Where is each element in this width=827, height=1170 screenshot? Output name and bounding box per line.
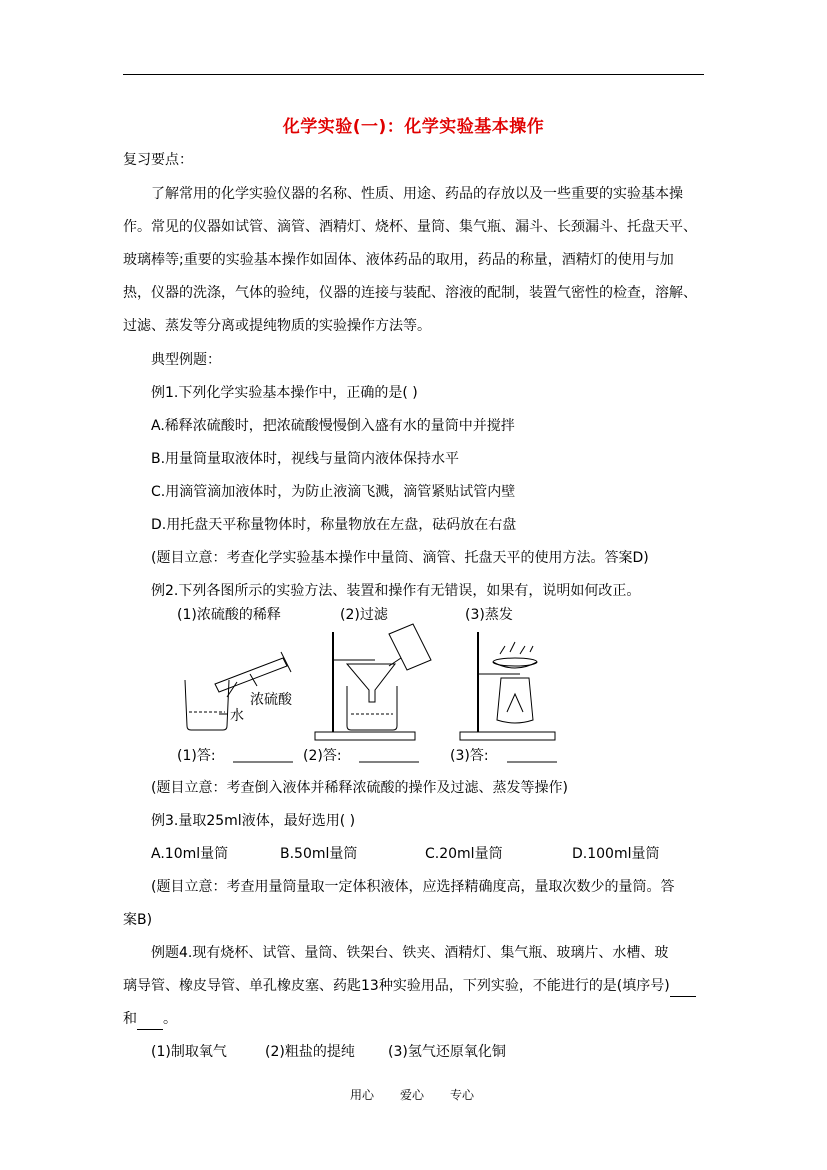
callout-water: 水 (230, 708, 244, 724)
fig-label-2: (2)过滤 (340, 607, 388, 623)
pouring-beaker-icon (389, 624, 431, 670)
footer-text-3: 专心 (450, 1088, 475, 1102)
ex4-blank-2 (137, 1009, 163, 1030)
header-rule (123, 74, 704, 75)
ex3-option-d: D.100ml量筒 (572, 846, 660, 862)
fig-answer-3: (3)答: (450, 748, 489, 764)
ex1-note: (题目立意：考查化学实验基本操作中量筒、滴管、托盘天平的使用方法。答案D) (151, 550, 649, 566)
beaker-icon (185, 680, 229, 730)
review-line-1: 了解常用的化学实验仪器的名称、性质、用途、药品的存放以及一些重要的实验基本操 (151, 186, 683, 202)
evaporation-diagram (460, 632, 555, 740)
ex4-and: 和 (123, 1011, 137, 1027)
ex4-blank-1 (670, 976, 696, 997)
ex2-note: (题目立意：考查倒入液体并稀释浓硫酸的操作及过滤、蒸发等操作) (151, 780, 568, 796)
ex3-note-1: (题目立意：考查用量筒量取一定体积液体，应选择精确度高，量取次数少的量筒。答 (151, 879, 675, 895)
page-title: 化学实验(一)：化学实验基本操作 (282, 117, 545, 137)
examples-heading: 典型例题： (151, 352, 221, 368)
fig-label-1: (1)浓硫酸的稀释 (177, 607, 281, 623)
footer-text-1: 用心 (350, 1088, 375, 1102)
footer-text-2: 爱心 (400, 1088, 425, 1102)
funnel-icon (347, 664, 395, 702)
filtration-diagram (315, 624, 431, 740)
fig-answer-2: (2)答: (303, 748, 342, 764)
ex3-option-a: A.10ml量筒 (151, 846, 229, 862)
ex4-item-2: (2)粗盐的提纯 (265, 1044, 355, 1060)
ex3-option-c: C.20ml量筒 (425, 846, 503, 862)
ex1-option-c: C.用滴管滴加液体时，为防止液滴飞溅，滴管紧贴试管内壁 (151, 484, 516, 500)
review-line-2: 作。常见的仪器如试管、滴管、酒精灯、烧杯、量筒、集气瓶、漏斗、长颈漏斗、托盘天平、 (123, 219, 697, 235)
review-line-3: 玻璃棒等;重要的实验基本操作如固体、液体药品的取用，药品的称量，酒精灯的使用与加 (123, 252, 674, 268)
callout-acid: 浓硫酸 (250, 692, 292, 708)
ex2-question: 例2.下列各图所示的实验方法、装置和操作有无错误，如果有，说明如何改正。 (151, 583, 641, 599)
review-heading: 复习要点： (123, 152, 193, 168)
ex4-item-1: (1)制取氧气 (151, 1044, 227, 1060)
ex4-line-2: 璃导管、橡皮导管、单孔橡皮塞、药匙13种实验用品，下列实验，不能进行的是(填序号) (123, 978, 670, 994)
burner-icon (497, 678, 533, 723)
fig-label-3: (3)蒸发 (465, 607, 513, 623)
ex1-option-a: A.稀释浓硫酸时，把浓硫酸慢慢倒入盛有水的量筒中并搅拌 (151, 418, 515, 434)
ex4-line-3-wrap (123, 1009, 177, 1030)
stand-base-icon (460, 732, 555, 740)
flame-icon (507, 694, 523, 712)
beaker-icon (347, 686, 397, 730)
vapor-icon (500, 642, 533, 654)
ex1-option-b: B.用量筒量取液体时，视线与量筒内液体保持水平 (151, 451, 460, 467)
ex4-item-3: (3)氢气还原氧化铜 (388, 1044, 506, 1060)
fig-answer-1: (1)答: (177, 748, 216, 764)
review-line-5: 过滤、蒸发等分离或提纯物质的实验操作方法等。 (123, 318, 431, 334)
ex3-note-2: 案B) (123, 912, 153, 928)
ex4-line-1: 例题4.现有烧杯、试管、量筒、铁架台、铁夹、酒精灯、集气瓶、玻璃片、水槽、玻 (151, 945, 669, 961)
ex4-period: 。 (163, 1011, 177, 1027)
stand-base-icon (315, 732, 415, 740)
ex3-option-b: B.50ml量筒 (280, 846, 358, 862)
review-line-4: 热，仪器的洗涤，气体的验纯，仪器的连接与装配、溶液的配制，装置气密性的检查，溶解、 (123, 285, 697, 301)
experiment-figure (175, 602, 570, 772)
ex4-line-2-wrap (123, 976, 696, 997)
ex3-question: 例3.量取25ml液体，最好选用( ) (151, 813, 356, 829)
ex1-question: 例1.下列化学实验基本操作中，正确的是( ) (151, 385, 418, 401)
ex1-option-d: D.用托盘天平称量物体时，称量物放在左盘，砝码放在右盘 (151, 517, 517, 533)
